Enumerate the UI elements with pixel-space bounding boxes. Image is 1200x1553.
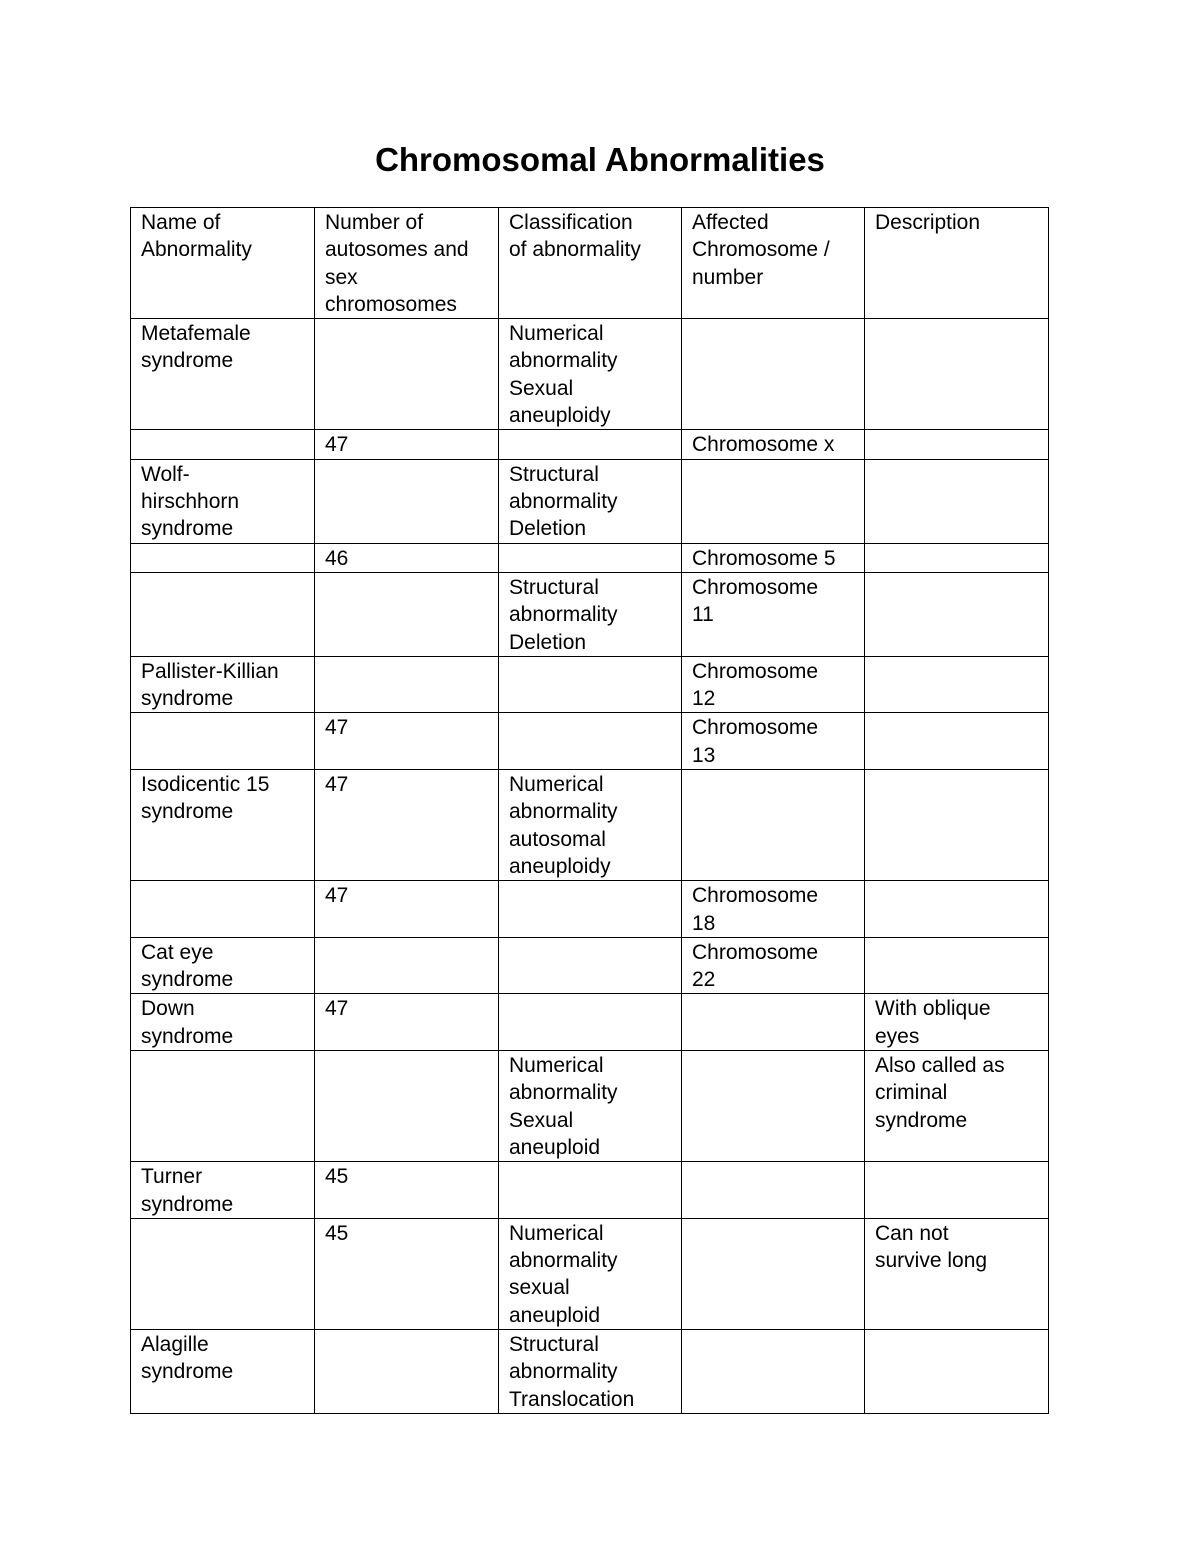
cell-classification — [499, 1162, 682, 1219]
table-row — [131, 881, 1049, 938]
cell-description: Can not survive long — [865, 1218, 1049, 1329]
cell-affected-chromosome — [682, 994, 865, 1051]
cell-description — [865, 937, 1049, 994]
cell-number — [315, 1051, 499, 1162]
table-row — [131, 713, 1049, 770]
cell-affected-chromosome — [682, 1218, 865, 1329]
cell-name: Alagille syndrome — [131, 1329, 315, 1413]
cell-classification: Structural abnormality Deletion — [499, 572, 682, 656]
table-row — [131, 1329, 1049, 1413]
cell-description — [865, 713, 1049, 770]
cell-number — [315, 319, 499, 430]
cell-classification: Structural abnormality Deletion — [499, 459, 682, 543]
cell-number: 45 — [315, 1162, 499, 1219]
cell-description — [865, 881, 1049, 938]
cell-name — [131, 1218, 315, 1329]
cell-description — [865, 1162, 1049, 1219]
header-cell-affected-chromosome: Affected Chromosome / number — [682, 208, 865, 319]
cell-affected-chromosome: Chromosome 13 — [682, 713, 865, 770]
cell-description: Also called as criminal syndrome — [865, 1051, 1049, 1162]
cell-number — [315, 1329, 499, 1413]
cell-number: 47 — [315, 994, 499, 1051]
cell-affected-chromosome — [682, 1162, 865, 1219]
cell-classification: Numerical abnormality sexual aneuploid — [499, 1218, 682, 1329]
cell-number: 46 — [315, 543, 499, 572]
table-row — [131, 1218, 1049, 1329]
cell-classification: Numerical abnormality Sexual aneuploid — [499, 1051, 682, 1162]
cell-name — [131, 881, 315, 938]
cell-affected-chromosome — [682, 1329, 865, 1413]
cell-number — [315, 656, 499, 713]
cell-description — [865, 770, 1049, 881]
cell-number: 47 — [315, 881, 499, 938]
cell-affected-chromosome: Chromosome x — [682, 430, 865, 459]
cell-classification: Numerical abnormality Sexual aneuploidy — [499, 319, 682, 430]
cell-description — [865, 572, 1049, 656]
table-row — [131, 1051, 1049, 1162]
cell-name — [131, 713, 315, 770]
cell-affected-chromosome: Chromosome 11 — [682, 572, 865, 656]
abnormalities-table — [130, 207, 1049, 1414]
cell-name: Pallister-Killian syndrome — [131, 656, 315, 713]
cell-classification — [499, 543, 682, 572]
table-row — [131, 572, 1049, 656]
cell-name — [131, 572, 315, 656]
cell-number — [315, 459, 499, 543]
cell-name: Wolf- hirschhorn syndrome — [131, 459, 315, 543]
table-row — [131, 994, 1049, 1051]
cell-affected-chromosome: Chromosome 18 — [682, 881, 865, 938]
cell-affected-chromosome — [682, 1051, 865, 1162]
cell-number: 47 — [315, 430, 499, 459]
table-header-row — [131, 208, 1049, 319]
cell-description — [865, 656, 1049, 713]
table-row — [131, 656, 1049, 713]
header-cell-name: Name of Abnormality — [131, 208, 315, 319]
cell-name — [131, 543, 315, 572]
header-cell-number: Number of autosomes and sex chromosomes — [315, 208, 499, 319]
cell-affected-chromosome: Chromosome 12 — [682, 656, 865, 713]
page-title: Chromosomal Abnormalities — [375, 141, 825, 178]
cell-classification — [499, 881, 682, 938]
table-row — [131, 543, 1049, 572]
cell-name: Cat eye syndrome — [131, 937, 315, 994]
cell-description — [865, 543, 1049, 572]
cell-classification: Structural abnormality Translocation — [499, 1329, 682, 1413]
cell-description — [865, 319, 1049, 430]
cell-affected-chromosome — [682, 319, 865, 430]
table-row — [131, 319, 1049, 430]
cell-number: 45 — [315, 1218, 499, 1329]
cell-affected-chromosome: Chromosome 5 — [682, 543, 865, 572]
cell-name: Isodicentic 15 syndrome — [131, 770, 315, 881]
cell-name — [131, 1051, 315, 1162]
cell-name: Metafemale syndrome — [131, 319, 315, 430]
cell-classification — [499, 994, 682, 1051]
cell-number — [315, 937, 499, 994]
table-row — [131, 1162, 1049, 1219]
cell-affected-chromosome — [682, 459, 865, 543]
cell-number — [315, 572, 499, 656]
cell-classification — [499, 430, 682, 459]
cell-name — [131, 430, 315, 459]
cell-name: Down syndrome — [131, 994, 315, 1051]
cell-description — [865, 1329, 1049, 1413]
cell-number: 47 — [315, 770, 499, 881]
cell-classification — [499, 656, 682, 713]
cell-affected-chromosome — [682, 770, 865, 881]
cell-number: 47 — [315, 713, 499, 770]
cell-classification: Numerical abnormality autosomal aneuploidy — [499, 770, 682, 881]
table-row — [131, 430, 1049, 459]
table-row — [131, 770, 1049, 881]
table-row — [131, 937, 1049, 994]
cell-classification — [499, 937, 682, 994]
cell-name: Turner syndrome — [131, 1162, 315, 1219]
cell-affected-chromosome: Chromosome 22 — [682, 937, 865, 994]
cell-description — [865, 430, 1049, 459]
table-row — [131, 459, 1049, 543]
header-cell-description: Description — [865, 208, 1049, 319]
cell-description: With oblique eyes — [865, 994, 1049, 1051]
header-cell-classification: Classification of abnormality — [499, 208, 682, 319]
cell-classification — [499, 713, 682, 770]
cell-description — [865, 459, 1049, 543]
